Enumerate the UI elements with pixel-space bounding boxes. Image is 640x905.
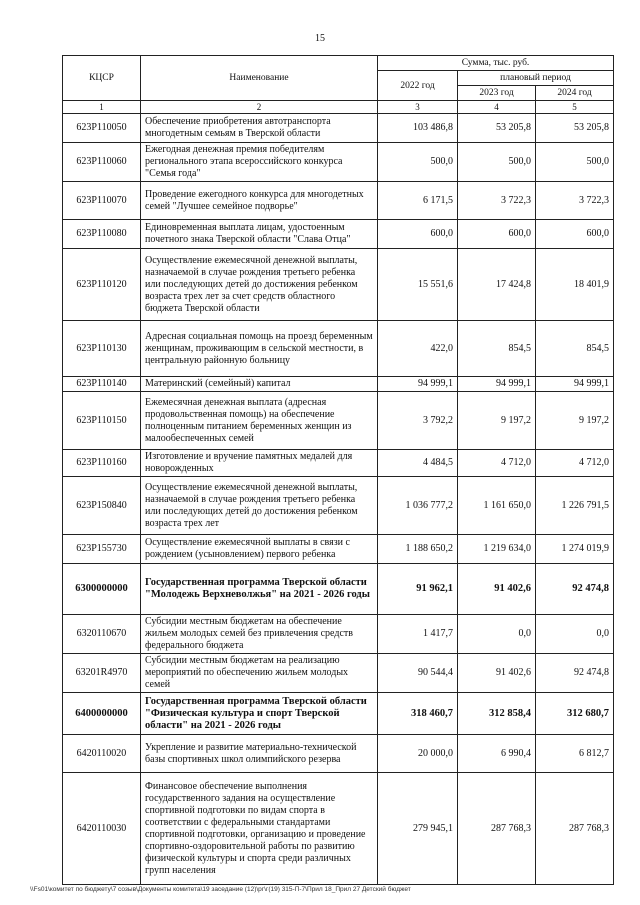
row-value-2023: 17 424,8 <box>458 249 536 321</box>
header-year-2024: 2024 год <box>536 86 614 101</box>
row-value-2023: 1 161 650,0 <box>458 477 536 535</box>
row-value-2023: 6 990,4 <box>458 735 536 773</box>
row-value-2022: 15 551,6 <box>378 249 458 321</box>
table-row <box>63 615 614 654</box>
row-code: 623Р110120 <box>63 249 141 321</box>
column-index: 3 <box>378 101 458 114</box>
table-row <box>63 392 614 450</box>
row-value-2023: 600,0 <box>458 220 536 249</box>
row-value-2024: 92 474,8 <box>536 564 614 615</box>
row-value-2024: 53 205,8 <box>536 114 614 143</box>
row-value-2022: 1 188 650,2 <box>378 535 458 564</box>
table-body <box>63 114 614 885</box>
row-value-2022: 90 544,4 <box>378 654 458 693</box>
row-code: 623Р110160 <box>63 450 141 477</box>
row-value-2022: 20 000,0 <box>378 735 458 773</box>
header-year-2023: 2023 год <box>458 86 536 101</box>
row-value-2024: 9 197,2 <box>536 392 614 450</box>
row-value-2022: 318 460,7 <box>378 693 458 735</box>
row-code: 6320110670 <box>63 615 141 654</box>
table-row <box>63 564 614 615</box>
row-value-2023: 3 722,3 <box>458 182 536 220</box>
table-row <box>63 143 614 182</box>
row-value-2023: 4 712,0 <box>458 450 536 477</box>
table-row <box>63 220 614 249</box>
table-row <box>63 249 614 321</box>
row-code: 6420110020 <box>63 735 141 773</box>
row-value-2022: 279 945,1 <box>378 773 458 885</box>
row-name: Государственная программа Тверской области "Физическая культура и спорт Тверской области" на 2021 - 2026 годы <box>141 693 378 735</box>
column-index-row <box>63 101 614 114</box>
row-value-2023: 854,5 <box>458 321 536 377</box>
footer-file-path: \\Fs01\комитет по бюджету\7 созыв\Документы комитета\19 заседание (12)\рг\г(19) 315-П-7\Прил 18_Прил 27 Детский бюджет <box>30 886 411 893</box>
row-value-2022: 4 484,5 <box>378 450 458 477</box>
row-value-2022: 3 792,2 <box>378 392 458 450</box>
row-value-2024: 0,0 <box>536 615 614 654</box>
row-value-2024: 6 812,7 <box>536 735 614 773</box>
page-number: 15 <box>315 33 325 44</box>
row-code: 6400000000 <box>63 693 141 735</box>
row-name: Изготовление и вручение памятных медалей для новорожденных <box>141 450 378 477</box>
row-value-2024: 854,5 <box>536 321 614 377</box>
row-name: Осуществление ежемесячной денежной выплаты, назначаемой в случае рождения третьего ребенка или последующих детей до достижения ребенком возраста трех лет <box>141 477 378 535</box>
row-name: Ежегодная денежная премия победителям регионального этапа всероссийского конкурса "Семья года" <box>141 143 378 182</box>
row-value-2024: 4 712,0 <box>536 450 614 477</box>
row-name: Обеспечение приобретения автотранспорта многодетным семьям в Тверской области <box>141 114 378 143</box>
row-value-2023: 0,0 <box>458 615 536 654</box>
table-row <box>63 654 614 693</box>
table-row <box>63 535 614 564</box>
row-value-2023: 500,0 <box>458 143 536 182</box>
row-value-2022: 91 962,1 <box>378 564 458 615</box>
table-row <box>63 114 614 143</box>
table-row <box>63 321 614 377</box>
row-value-2024: 312 680,7 <box>536 693 614 735</box>
table-header <box>63 56 614 114</box>
table-row <box>63 773 614 885</box>
header-year-2022: 2022 год <box>378 71 458 101</box>
row-value-2023: 91 402,6 <box>458 654 536 693</box>
row-value-2023: 94 999,1 <box>458 377 536 392</box>
row-code: 623Р110150 <box>63 392 141 450</box>
row-value-2024: 3 722,3 <box>536 182 614 220</box>
row-value-2023: 312 858,4 <box>458 693 536 735</box>
table-row <box>63 477 614 535</box>
row-name: Субсидии местным бюджетам на реализацию мероприятий по обеспечению жильем молодых семей <box>141 654 378 693</box>
row-name: Адресная социальная помощь на проезд беременным женщинам, проживающим в сельской местности, в центральную районную больницу <box>141 321 378 377</box>
row-code: 623Р110140 <box>63 377 141 392</box>
row-code: 623Р110070 <box>63 182 141 220</box>
row-value-2024: 500,0 <box>536 143 614 182</box>
column-index: 1 <box>63 101 141 114</box>
row-value-2023: 9 197,2 <box>458 392 536 450</box>
row-name: Единовременная выплата лицам, удостоенным почетного знака Тверской области "Слава Отца" <box>141 220 378 249</box>
row-value-2024: 1 226 791,5 <box>536 477 614 535</box>
row-code: 623Р110060 <box>63 143 141 182</box>
header-sum: Сумма, тыс. руб. <box>378 56 614 71</box>
row-name: Укрепление и развитие материально-технической базы спортивных школ олимпийского резерва <box>141 735 378 773</box>
table-row <box>63 735 614 773</box>
row-value-2024: 287 768,3 <box>536 773 614 885</box>
row-name: Субсидии местным бюджетам на обеспечение жильем молодых семей без привлечения средств федерального бюджета <box>141 615 378 654</box>
row-name: Осуществление ежемесячной выплаты в связи с рождением (усыновлением) первого ребенка <box>141 535 378 564</box>
row-code: 623Р110050 <box>63 114 141 143</box>
row-value-2022: 1 036 777,2 <box>378 477 458 535</box>
row-code: 623Р110080 <box>63 220 141 249</box>
row-value-2022: 1 417,7 <box>378 615 458 654</box>
row-value-2024: 18 401,9 <box>536 249 614 321</box>
row-value-2022: 6 171,5 <box>378 182 458 220</box>
header-name: Наименование <box>141 56 378 101</box>
table-row <box>63 693 614 735</box>
row-name: Государственная программа Тверской области "Молодежь Верхневолжья" на 2021 - 2026 годы <box>141 564 378 615</box>
row-name: Ежемесячная денежная выплата (адресная продовольственная помощь) на обеспечение полноценным питанием беременных женщин из малообеспеченных семей <box>141 392 378 450</box>
row-code: 6420110030 <box>63 773 141 885</box>
header-plan-period: плановый период <box>458 71 614 86</box>
row-name: Осуществление ежемесячной денежной выплаты, назначаемой в случае рождения третьего ребенка или последующих детей до достижения ребенком возраста трех лет за счет средств областного бюджета Тверской области <box>141 249 378 321</box>
budget-table <box>62 55 614 885</box>
row-code: 623Р110130 <box>63 321 141 377</box>
row-value-2022: 500,0 <box>378 143 458 182</box>
row-value-2024: 1 274 019,9 <box>536 535 614 564</box>
row-value-2022: 422,0 <box>378 321 458 377</box>
row-value-2023: 1 219 634,0 <box>458 535 536 564</box>
row-value-2022: 103 486,8 <box>378 114 458 143</box>
table-row <box>63 450 614 477</box>
row-name: Проведение ежегодного конкурса для многодетных семей "Лучшее семейное подворье" <box>141 182 378 220</box>
row-value-2024: 94 999,1 <box>536 377 614 392</box>
row-value-2023: 53 205,8 <box>458 114 536 143</box>
row-value-2024: 92 474,8 <box>536 654 614 693</box>
column-index: 5 <box>536 101 614 114</box>
table-row <box>63 377 614 392</box>
row-value-2023: 287 768,3 <box>458 773 536 885</box>
header-code: КЦСР <box>63 56 141 101</box>
row-code: 623Р155730 <box>63 535 141 564</box>
row-name: Материнский (семейный) капитал <box>141 377 378 392</box>
row-code: 623Р150840 <box>63 477 141 535</box>
row-value-2024: 600,0 <box>536 220 614 249</box>
row-value-2023: 91 402,6 <box>458 564 536 615</box>
row-code: 6300000000 <box>63 564 141 615</box>
row-value-2022: 94 999,1 <box>378 377 458 392</box>
row-value-2022: 600,0 <box>378 220 458 249</box>
table-row <box>63 182 614 220</box>
column-index: 2 <box>141 101 378 114</box>
column-index: 4 <box>458 101 536 114</box>
row-name: Финансовое обеспечение выполнения государственного задания на осуществление спортивной подготовки по видам спорта в соответствии с федеральными стандартами спортивной подготовки, организацию и проведение спортивно-оздоровительной работы по развитию физической культуры и спорта среди различных групп населения <box>141 773 378 885</box>
row-code: 63201R4970 <box>63 654 141 693</box>
